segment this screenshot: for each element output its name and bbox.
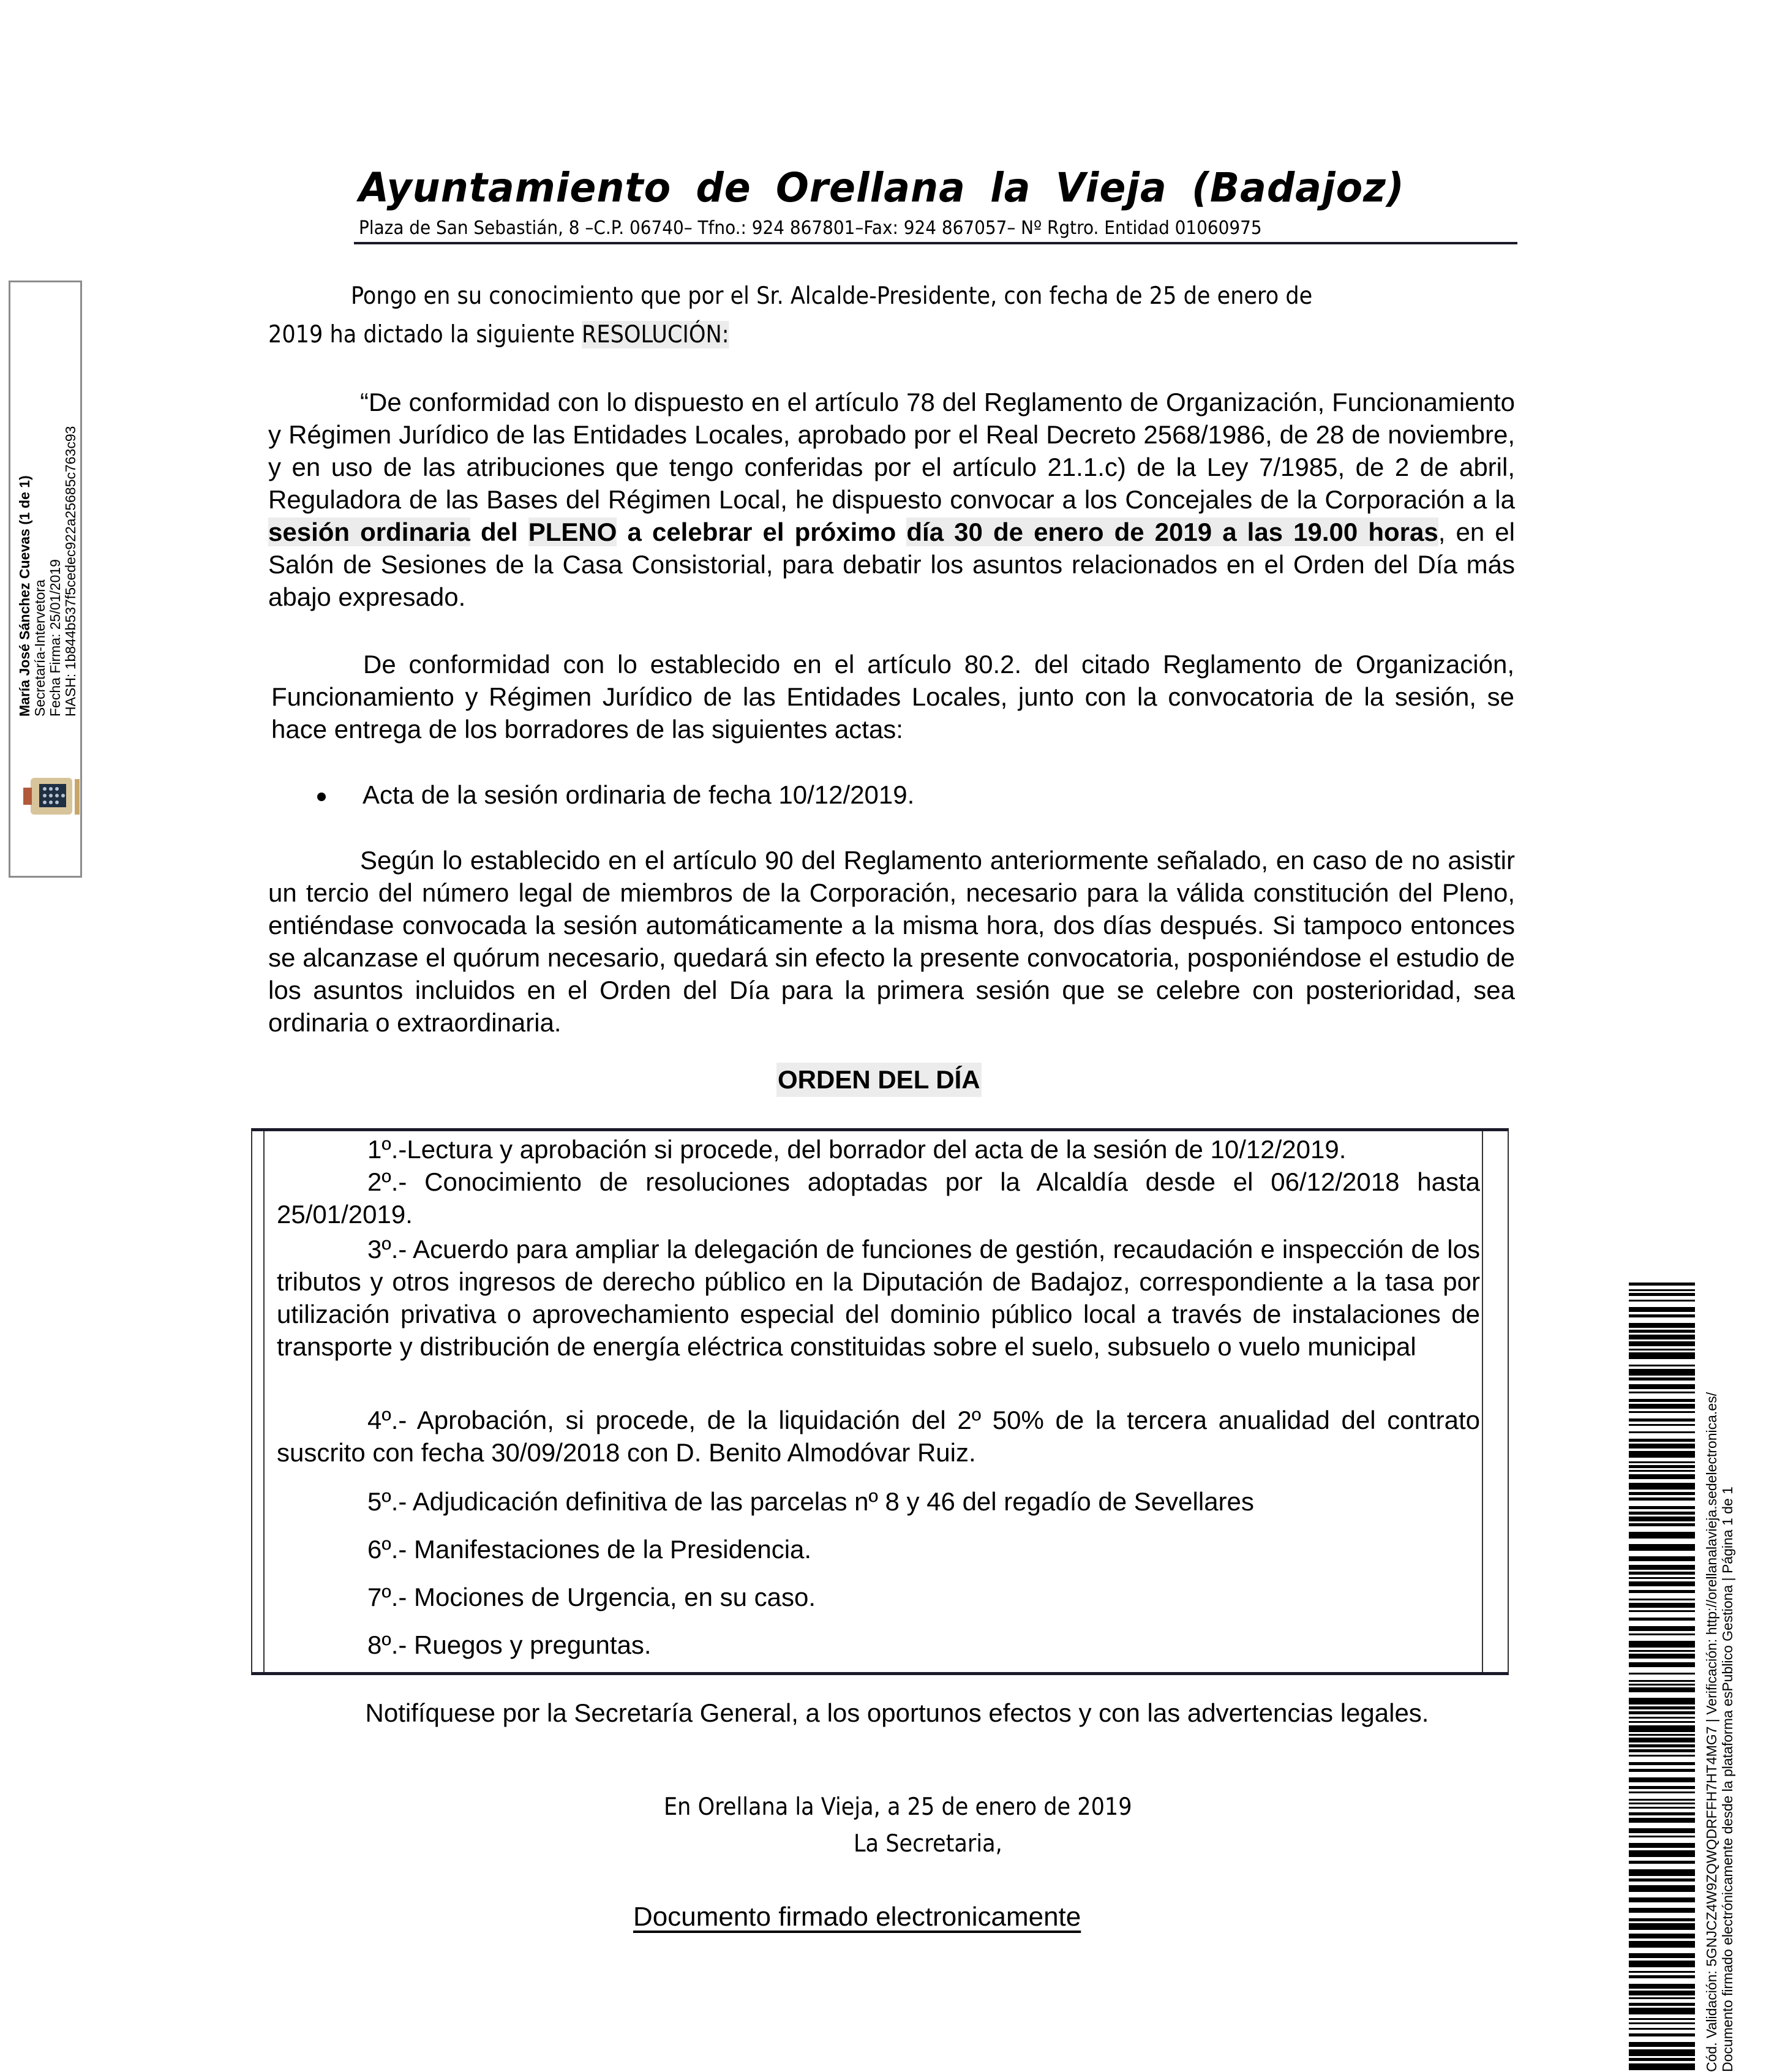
signer-role: Secretaría-Intervetora — [32, 579, 48, 717]
barcode-bar — [1629, 2033, 1695, 2036]
barcode-bar — [1629, 1934, 1695, 1938]
session-body: PLENO — [528, 518, 617, 546]
barcode-bar — [1629, 1599, 1695, 1600]
barcode-bar — [1629, 1444, 1695, 1449]
barcode-bar — [1629, 1439, 1695, 1442]
barcode-bar — [1629, 1828, 1695, 1833]
barcode-bar — [1629, 2042, 1695, 2047]
intro-paragraph — [268, 277, 1530, 354]
agenda-item — [277, 1233, 1480, 1363]
barcode-bar — [1629, 1777, 1695, 1782]
article-80-paragraph: De conformidad con lo establecido en el artículo 80.2. del citado Reglamento de Organización, Funcionamiento y Régimen Jurídico de las Entidades Locales, junto con la convocatoria de la sesión, se hace entrega de los borradores de las siguientes actas: — [271, 650, 1514, 744]
barcode-bar — [1629, 1532, 1695, 1539]
barcode-bar — [1629, 1544, 1695, 1551]
quorum-paragraph: Según lo establecido en el artículo 90 del Reglamento anteriormente señalado, en caso de no asistir un tercio del número legal de miembros de la Corporación, necesario para la válida constitución del Pleno, entiéndase convocada la sesión automáticamente a la misma hora, dos días después. Si tampoco entonces se alcanzase el quórum necesario, quedará sin efecto la presente convocatoria, posponiéndose el estudio de los asuntos incluidos en el Orden del Día para la primera sesión que se celebre con posterioridad, sea ordinaria o extraordinaria. — [268, 846, 1515, 1037]
barcode-bar — [1629, 1497, 1695, 1501]
barcode-bar — [1629, 1650, 1695, 1652]
agenda-item-text: 7º.- Mociones de Urgencia, en su caso. — [367, 1583, 816, 1611]
agenda-item — [277, 1485, 1480, 1518]
barcode-bar — [1629, 1424, 1695, 1426]
barcode-bar — [1629, 1861, 1695, 1864]
barcode-bar — [1629, 1307, 1695, 1312]
barcode-bar — [1629, 1654, 1695, 1659]
barcode-bar — [1629, 1314, 1695, 1317]
barcode-bar — [1629, 1293, 1695, 1296]
barcode-bar — [1629, 2008, 1695, 2014]
signer-title: La Secretaria, — [854, 1830, 1002, 1858]
barcode-bar — [1629, 1799, 1695, 1801]
barcode-bar — [1629, 1626, 1695, 1631]
barcode-bar — [1629, 1572, 1695, 1575]
barcode-bar — [1629, 1850, 1695, 1857]
signer-name: María José Sánchez Cuevas (1 de 1) — [17, 475, 32, 717]
barcode-bar — [1629, 1590, 1695, 1593]
barcode-bar — [1629, 1365, 1695, 1366]
agenda-item-text: 5º.- Adjudicación definitiva de las parcelas nº 8 y 46 del regadío de Sevellares — [367, 1487, 1254, 1516]
barcode-bar — [1629, 1897, 1695, 1902]
barcode-bar — [1629, 1803, 1695, 1804]
header-divider — [354, 242, 1517, 244]
coat-of-arms-icon — [17, 773, 85, 819]
barcode-bar — [1629, 1492, 1695, 1495]
barcode-bar — [1629, 1680, 1695, 1682]
barcode-bar — [1629, 1349, 1695, 1351]
barcode-bar — [1629, 1618, 1695, 1621]
agenda-item-text: 4º.- Aprobación, si procede, de la liquidación del 2º 50% de la tercera anualidad del contrato suscrito con fecha 30/09/2018 con D. Benito Almodóvar Ruiz. — [277, 1406, 1480, 1467]
barcode-bar — [1629, 1711, 1695, 1714]
barcode-bar — [1629, 1706, 1695, 1709]
barcode-bar — [1629, 1335, 1695, 1339]
resolution-text-1: “De conformidad con lo dispuesto en el artículo 78 del Reglamento de Organización, Funcionamiento y Régimen Jurídico de las Entidades Locales, aprobado por el Real Decreto 2568/1986, de 28 de noviembre, y en uso de las atribuciones que tengo conferidas por el artículo 21.1.c) de la Ley 7/1985, de 2 de abril, Reguladora de las Bases del Régimen Local, he dispuesto convocar a los Concejales de la Corporación a la — [268, 388, 1515, 514]
barcode-bar — [1629, 1377, 1695, 1381]
barcode-bar — [1629, 1749, 1695, 1752]
resolution-paragraph — [268, 386, 1515, 613]
intro-line-1: Pongo en su conocimiento que por el Sr. Alcalde-Presidente, con fecha de 25 de enero de — [351, 282, 1313, 310]
barcode-bar — [1629, 1673, 1695, 1675]
notification-paragraph: Notifíquese por la Secretaría General, a los oportunos efectos y con las advertencias legales. — [365, 1698, 1429, 1727]
barcode-bar — [1629, 1961, 1695, 1967]
resolution-bold-connector: del — [470, 518, 528, 546]
barcode-bar — [1629, 1352, 1695, 1359]
agenda-item — [277, 1629, 1480, 1661]
barcode-bar — [1629, 2003, 1695, 2006]
barcode-bar — [1629, 1941, 1695, 1948]
barcode-bar — [1629, 1633, 1695, 1635]
barcode-bar — [1629, 1581, 1695, 1586]
barcode-bar — [1629, 1885, 1695, 1892]
agenda-item-text: 3º.- Acuerdo para ampliar la delegación de funciones de gestión, recaudación e inspección de los tributos y otros ingresos de derecho público en la Diputación de Badajoz, correspondiente a la tasa por utilización privativa o aprovechamiento especial del dominio público local a través de instalaciones de transporte y distribución de energía eléctrica constituidas sobre el suelo, subsuelo o vuelo municipal — [277, 1235, 1480, 1361]
barcode-bar — [1629, 1721, 1695, 1723]
barcode-bar — [1629, 1734, 1695, 1736]
barcode-bar — [1629, 2058, 1695, 2061]
signature-stamp-text — [17, 426, 78, 717]
barcode-bar — [1629, 1869, 1695, 1876]
barcode-bar — [1629, 1523, 1695, 1526]
barcode-bar — [1629, 1984, 1695, 1989]
barcode-bar — [1629, 1698, 1695, 1705]
barcode-bar — [1629, 1818, 1695, 1823]
barcode-bar — [1629, 1991, 1695, 1995]
barcode-bar — [1629, 1451, 1695, 1458]
barcode-bar — [1629, 1431, 1695, 1433]
barcode-bar — [1629, 1997, 1695, 1999]
barcode-bar — [1629, 1971, 1695, 1973]
barcode-bar — [1629, 1483, 1695, 1490]
agenda-item — [277, 1404, 1480, 1469]
session-datetime: día 30 de enero de 2019 a las 19.00 horas — [906, 518, 1438, 546]
barcode-bar — [1629, 1717, 1695, 1719]
barcode-bar — [1629, 1762, 1695, 1765]
resolution-text-2: , en el Salón de Sesiones de la Casa Consistorial, para debatir los asuntos relacionados en el Orden del Día más abajo expresado. — [268, 518, 1515, 611]
barcode-bar — [1629, 2028, 1695, 2030]
barcode-icon — [1629, 1283, 1695, 2072]
resolution-heading: RESOLUCIÓN: — [582, 321, 729, 348]
agenda-item — [277, 1166, 1480, 1230]
electronic-signature-note: Documento firmado electronicamente — [633, 1902, 1081, 1932]
barcode-bar — [1629, 2018, 1695, 2020]
barcode-bar — [1629, 1369, 1695, 1376]
barcode-bar — [1629, 1918, 1695, 1921]
barcode-bar — [1629, 1399, 1695, 1402]
barcode-bar — [1629, 1283, 1695, 1286]
barcode-bar — [1629, 1300, 1695, 1302]
barcode-bar — [1629, 1610, 1695, 1612]
barcode-bar — [1629, 1392, 1695, 1393]
barcode-bar — [1629, 1404, 1695, 1409]
agenda-item — [277, 1133, 1480, 1166]
barcode-bar — [1629, 1411, 1695, 1413]
verification-text — [1704, 1392, 1735, 2072]
barcode-bar — [1629, 1556, 1695, 1561]
agenda-item-text: 1º.-Lectura y aprobación si procede, del borrador del acta de la sesión de 10/12/2019. — [367, 1135, 1347, 1164]
barcode-bar — [1629, 1384, 1695, 1389]
session-type: sesión ordinaria — [268, 518, 470, 546]
signature-date: Fecha Firma: 25/01/2019 — [47, 559, 63, 717]
bullet-icon — [317, 793, 326, 801]
municipality-title: Ayuntamiento de Orellana la Vieja (Badajoz) — [359, 164, 1405, 211]
barcode-bar — [1629, 1565, 1695, 1570]
barcode-bar — [1629, 1744, 1695, 1747]
barcode-bar — [1629, 1684, 1695, 1686]
barcode-bar — [1629, 1465, 1695, 1468]
barcode-bar — [1629, 1461, 1695, 1463]
barcode-bar — [1629, 1418, 1695, 1422]
barcode-bar — [1629, 1812, 1695, 1815]
barcode-bar — [1629, 1755, 1695, 1757]
barcode-bar — [1629, 2063, 1695, 2070]
barcode-bar — [1629, 1577, 1695, 1579]
acta-list-item — [317, 780, 914, 810]
barcode-bar — [1629, 1512, 1695, 1515]
barcode-bar — [1629, 1323, 1695, 1328]
agenda-item-text: 6º.- Manifestaciones de la Presidencia. — [367, 1535, 812, 1564]
barcode-bar — [1629, 1791, 1695, 1793]
barcode-bar — [1629, 1506, 1695, 1509]
barcode-bar — [1629, 1603, 1695, 1608]
municipality-address: Plaza de San Sebastián, 8 –C.P. 06740– Tfno.: 924 867801–Fax: 924 867057– Nº Rgtro. Entidad 01060975 — [359, 217, 1262, 239]
barcode-bar — [1629, 1807, 1695, 1809]
agenda-item-text: 2º.- Conocimiento de resoluciones adoptadas por la Alcaldía desde el 06/12/2018 hasta 25/01/2019. — [277, 1167, 1480, 1229]
barcode-bar — [1629, 1470, 1695, 1472]
signature-hash: HASH: 1b844b537f5cedec922a25685c763c93 — [62, 426, 78, 717]
barcode-bar — [1629, 1725, 1695, 1732]
barcode-bar — [1629, 1289, 1695, 1291]
barcode-bar — [1629, 1330, 1695, 1333]
barcode-bar — [1629, 1786, 1695, 1789]
barcode-bar — [1629, 1662, 1695, 1667]
barcode-bar — [1629, 1474, 1695, 1479]
barcode-bar — [1629, 1878, 1695, 1882]
agenda-item — [277, 1533, 1480, 1565]
acta-text: Acta de la sesión ordinaria de fecha 10/12/2019. — [363, 780, 915, 809]
barcode-bar — [1629, 1843, 1695, 1848]
barcode-bar — [1629, 1341, 1695, 1346]
agenda-item — [277, 1581, 1480, 1613]
verification-code-line: Cód. Validación: 5GNJCZ4W9ZQWQDRFFH7HT4MG7 | Verificación: http://orellanalavieja.sedelectronica.es/ — [1704, 1392, 1719, 2072]
barcode-bar — [1629, 1769, 1695, 1772]
intro-line-2-text: 2019 ha dictado la siguiente — [268, 321, 582, 348]
barcode-bar — [1629, 2049, 1695, 2056]
barcode-bar — [1629, 1923, 1695, 1930]
resolution-bold-connector-2: a celebrar el próximo — [617, 518, 907, 546]
barcode-bar — [1629, 1953, 1695, 1958]
barcode-bar — [1629, 1738, 1695, 1742]
agenda-item-text: 8º.- Ruegos y preguntas. — [367, 1630, 652, 1659]
barcode-bar — [1629, 1836, 1695, 1837]
place-and-date: En Orellana la Vieja, a 25 de enero de 2019 — [664, 1793, 1132, 1821]
barcode-bar — [1629, 1687, 1695, 1692]
barcode-bar — [1629, 1641, 1695, 1648]
intro-line-2 — [268, 315, 1530, 354]
barcode-bar — [1629, 1516, 1695, 1521]
barcode-bar — [1629, 1908, 1695, 1913]
barcode-bar — [1629, 1975, 1695, 1978]
agenda-title: ORDEN DEL DÍA — [776, 1063, 982, 1097]
barcode-bar — [1629, 2022, 1695, 2024]
platform-line: Documento firmado electrónicamente desde la plataforma esPublico Gestiona | Página 1 de 1 — [1719, 1486, 1735, 2072]
